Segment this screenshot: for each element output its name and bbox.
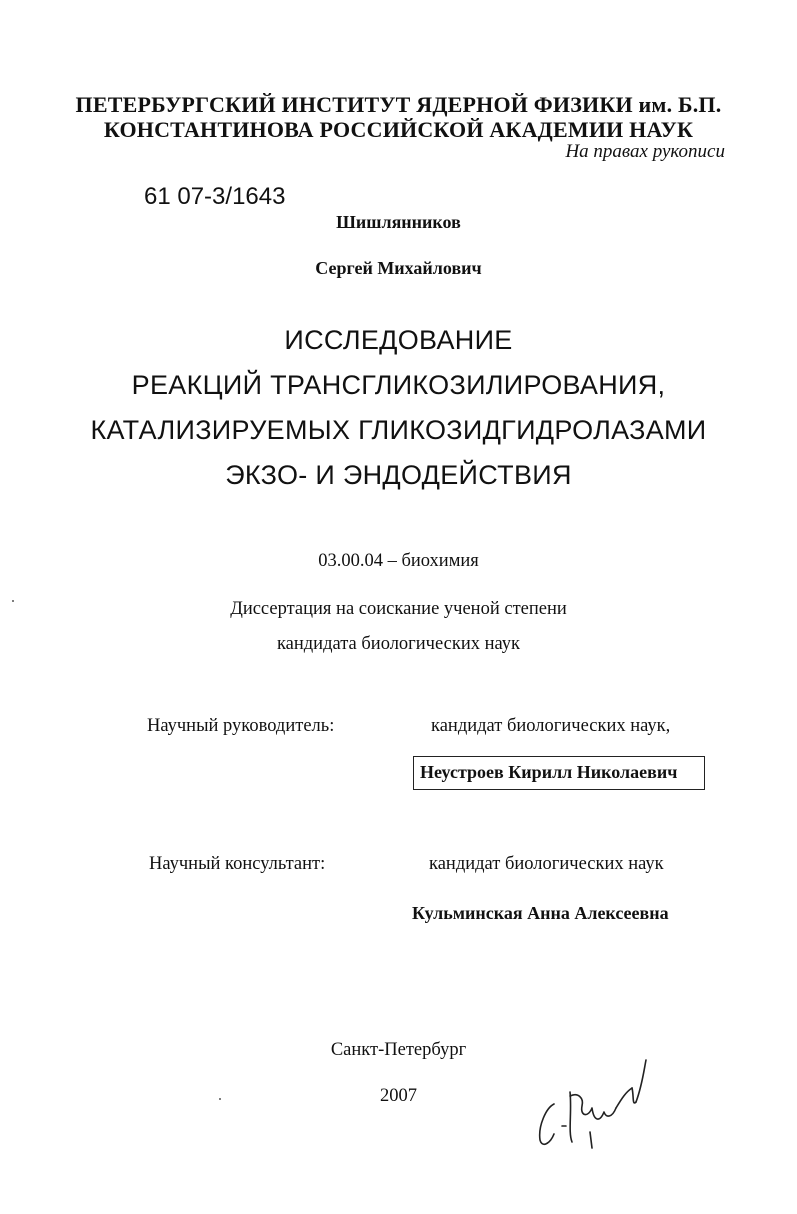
supervisor-name: Неустроев Кирилл Николаевич [413, 756, 705, 790]
supervisor-degree: кандидат биологических наук, [431, 716, 671, 736]
scan-speck [12, 600, 14, 602]
rights-note: На правах рукописи [565, 141, 725, 162]
handwritten-signature [532, 1052, 662, 1152]
consultant-role-label: Научный консультант: [149, 854, 326, 874]
title-line-4: ЭКЗО- И ЭНДОДЕЙСТВИЯ [225, 460, 572, 490]
consultant-degree: кандидат биологических наук [429, 854, 664, 874]
author-given-names: Сергей Михайлович [315, 258, 482, 278]
year: 2007 [380, 1086, 417, 1106]
city: Санкт-Петербург [330, 1040, 467, 1060]
title-line-2: РЕАКЦИЙ ТРАНСГЛИКОЗИЛИРОВАНИЯ, [131, 370, 666, 400]
specialty: 03.00.04 – биохимия [318, 551, 479, 571]
title-line-1: ИССЛЕДОВАНИЕ [284, 325, 513, 355]
author-surname: Шишлянников [336, 212, 461, 232]
catalog-code: 61 07-3/1643 [144, 183, 286, 210]
institute-line-1: ПЕТЕРБУРГСКИЙ ИНСТИТУТ ЯДЕРНОЙ ФИЗИКИ им. Б.П. [75, 92, 722, 117]
supervisor-role-label: Научный руководитель: [147, 716, 335, 736]
consultant-name: Кульминская Анна Алексеевна [412, 903, 669, 923]
title-line-3: КАТАЛИЗИРУЕМЫХ ГЛИКОЗИДГИДРОЛАЗАМИ [90, 415, 707, 445]
institute-line-2: КОНСТАНТИНОВА РОССИЙСКОЙ АКАДЕМИИ НАУК [103, 117, 694, 142]
degree-line-2: кандидата биологических наук [276, 634, 521, 654]
degree-line-1: Диссертация на соискание ученой степени [230, 599, 567, 619]
scan-speck [219, 1098, 221, 1100]
